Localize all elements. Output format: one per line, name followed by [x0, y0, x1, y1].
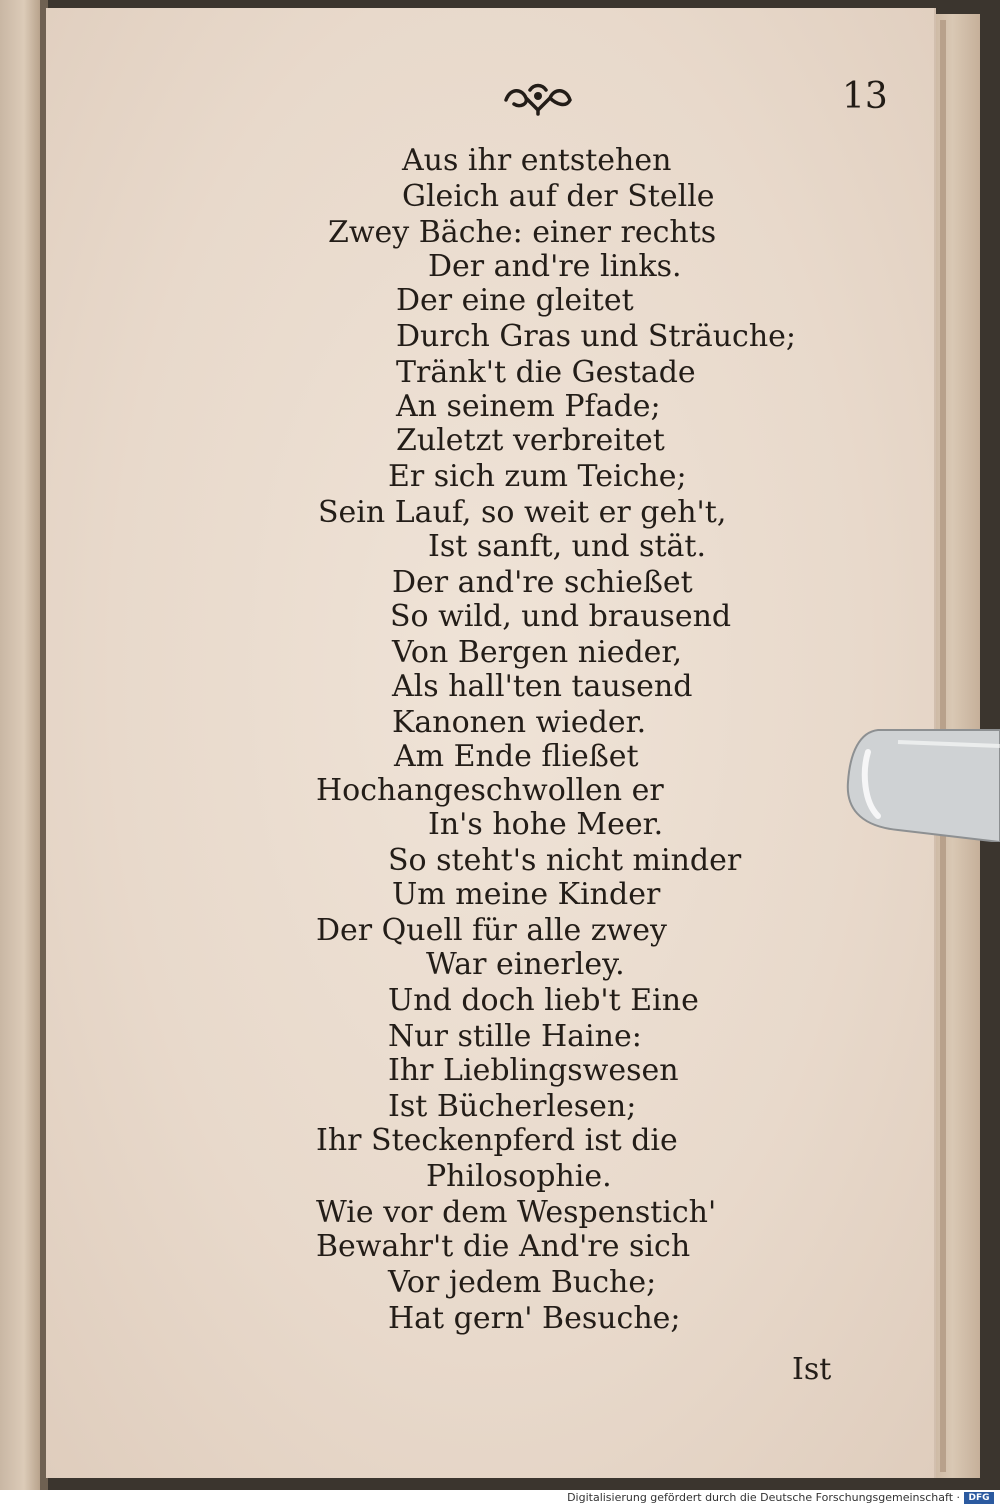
poem-line: Und doch lieb't Eine [388, 983, 699, 1018]
footer-credit: Digitalisierung gefördert durch die Deutsche Forschungsgemeinschaft · [567, 1491, 960, 1504]
printer-ornament-icon [500, 80, 576, 116]
poem-line: Tränk't die Gestade [396, 355, 696, 390]
poem-line: Er sich zum Teiche; [388, 459, 687, 494]
poem-line: Kanonen wieder. [392, 705, 647, 740]
poem-line: Hat gern' Besuche; [388, 1301, 681, 1336]
poem-line: Sein Lauf, so weit er geh't, [318, 495, 727, 530]
poem-line: Als hall'ten tausend [392, 669, 693, 704]
poem-line: Vor jedem Buche; [388, 1265, 657, 1300]
scanner-clip [838, 722, 1000, 842]
poem-line: Zuletzt verbreitet [396, 423, 665, 458]
poem-line: Ihr Steckenpferd ist die [316, 1123, 678, 1158]
poem-line: Der Quell für alle zwey [316, 913, 667, 948]
poem-line: Durch Gras und Sträuche; [396, 319, 797, 354]
poem-line: Der and're schießet [392, 565, 693, 600]
catchword: Ist [792, 1352, 832, 1387]
footer-bar [0, 1490, 1000, 1506]
poem-line: Gleich auf der Stelle [402, 179, 715, 214]
poem-line: Der eine gleitet [396, 283, 634, 318]
poem-line: So steht's nicht minder [388, 843, 742, 878]
poem-line: Aus ihr entstehen [402, 143, 672, 178]
poem-line: War einerley. [426, 947, 625, 982]
poem-line: Nur stille Haine: [388, 1019, 642, 1054]
poem-line: So wild, und brausend [390, 599, 732, 634]
poem-line: Ihr Lieblingswesen [388, 1053, 679, 1088]
poem-line: In's hohe Meer. [428, 807, 664, 842]
poem-line: An seinem Pfade; [396, 389, 661, 424]
left-page-edge [0, 0, 40, 1490]
page-number: 13 [842, 76, 888, 117]
poem-line: Bewahr't die And're sich [316, 1229, 691, 1264]
poem-line: Zwey Bäche: einer rechts [328, 215, 717, 250]
poem-line: Ist sanft, und stät. [428, 529, 706, 564]
dfg-logo: DFG [964, 1492, 994, 1504]
poem-line: Um meine Kinder [392, 877, 661, 912]
poem-line: Ist Bücherlesen; [388, 1089, 637, 1124]
poem-line: Der and're links. [428, 249, 682, 284]
poem-line: Wie vor dem Wespenstich' [316, 1195, 717, 1230]
poem-line: Hochangeschwollen er [316, 773, 664, 808]
poem-line: Philosophie. [426, 1159, 612, 1194]
poem-line: Von Bergen nieder, [392, 635, 682, 670]
poem-line: Am Ende fließet [394, 739, 639, 774]
